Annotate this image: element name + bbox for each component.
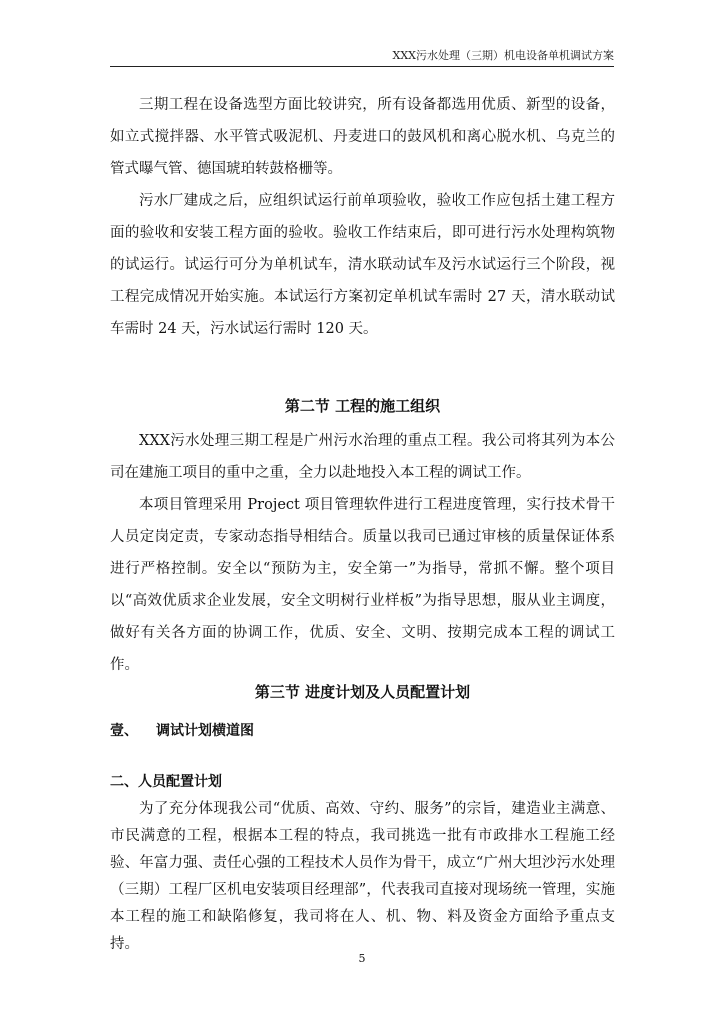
intro-block — [110, 89, 615, 345]
section2-block — [110, 425, 615, 681]
subsection-title: 调试计划横道图 — [156, 723, 254, 739]
paragraph: 污水厂建成之后，应组织试运行前单项验收，验收工作应包括土建工程方面的验收和安装工程方面的验收。验收工作结束后，即可进行污水处理构筑物的试运行。试运行可分为单机试车，清水联动试车及污水试运行三个阶段，视工程完成情况开始实施。本试运行方案初定单机试车需时 27 天，清水联动试车需时 24 天，污水试运行需时 120 天。 — [110, 193, 615, 337]
header-title: XXX污水处理（三期）机电设备单机调试方案 — [392, 49, 614, 62]
section-title: 第二节 工程的施工组织 — [284, 397, 441, 415]
page-header — [110, 48, 614, 67]
section-title: 第三节 进度计划及人员配置计划 — [254, 683, 471, 701]
paragraph: XXX污水处理三期工程是广州污水治理的重点工程。我公司将其列为本公司在建施工项目的重中之重，全力以赴地投入本工程的调试工作。 — [110, 433, 615, 481]
paragraph: 本项目管理采用 Project 项目管理软件进行工程进度管理，实行技术骨干人员定岗定责，专家动态指导相结合。质量以我司已通过审核的质量保证体系进行严格控制。安全以“预防为主，安全第一”为指导，常抓不懈。整个项目以“高效优质求企业发展，安全文明树行业样板”为指导思想，服从业主调度，做好有关各方面的协调工作，优质、安全、文明、按期完成本工程的调试工作。 — [110, 497, 615, 673]
section3-block — [110, 796, 615, 958]
paragraph: 为了充分体现我公司“优质、高效、守约、服务”的宗旨，建造业主满意、市民满意的工程，根据本工程的特点，我司挑选一批有市政排水工程施工经验、年富力强、责任心强的工程技术人员作为骨干，成立“广州大坦沙污水处理（三期）工程厂区机电安装项目经理部”，代表我司直接对现场统一管理，实施本工程的施工和缺陷修复，我司将在人、机、物、料及资金方面给予重点支持。 — [110, 801, 615, 952]
page-number: 5 — [358, 952, 366, 965]
paragraph: 三期工程在设备选型方面比较讲究，所有设备都选用优质、新型的设备，如立式搅拌器、水平管式吸泥机、丹麦进口的鼓风机和离心脱水机、乌克兰的管式曝气管、德国琥珀转鼓格栅等。 — [110, 97, 615, 177]
subsection-number: 壹、 — [110, 723, 138, 739]
subsection-heading: 二、人员配置计划 — [110, 774, 222, 790]
subsection-heading — [110, 721, 254, 741]
